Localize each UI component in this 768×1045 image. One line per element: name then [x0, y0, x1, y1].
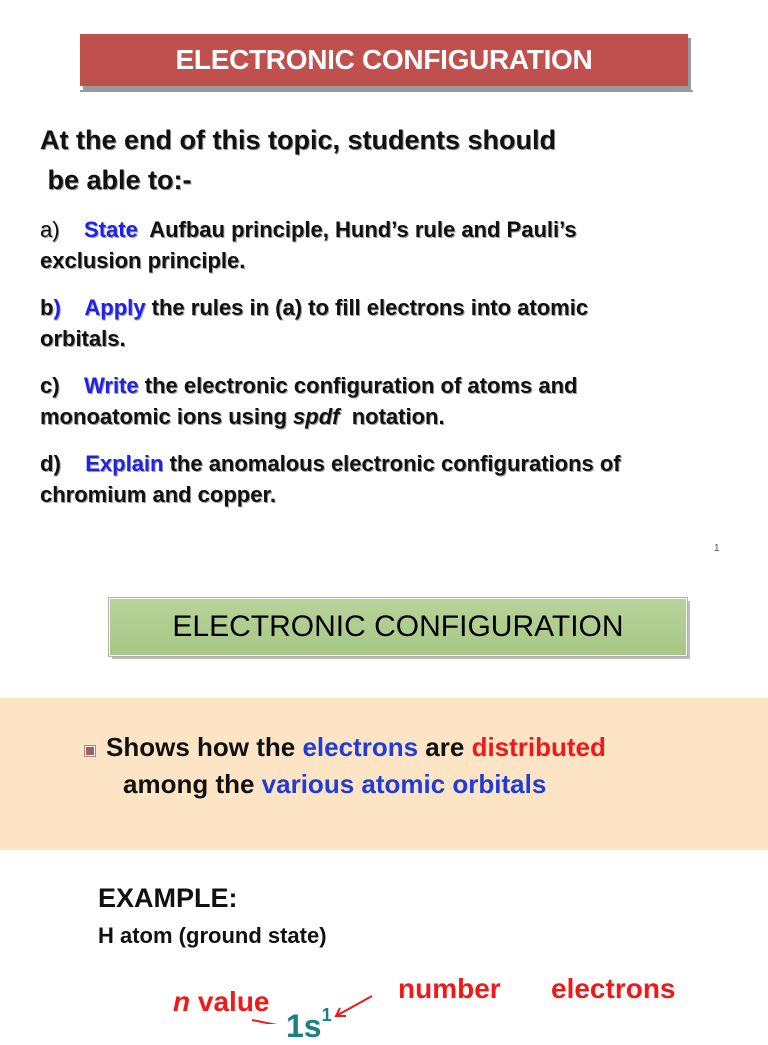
- slide1-title: ELECTRONIC CONFIGURATION: [80, 34, 688, 86]
- objective-text-cont: monoatomic ions using: [40, 404, 294, 429]
- objective-text-cont: orbitals.: [40, 326, 126, 351]
- objective-b: [40, 292, 730, 354]
- def-distributed: distributed: [471, 732, 606, 762]
- arrow-head-superscript: [336, 1008, 346, 1016]
- objective-verb: State: [84, 217, 138, 242]
- objective-verb: Explain: [85, 451, 164, 476]
- objective-text-cont: exclusion principle.: [40, 248, 246, 273]
- config-main: 1s: [286, 1008, 322, 1044]
- electrons-label: electrons: [551, 973, 676, 1004]
- number-label: number: [398, 973, 501, 1004]
- objective-text: the rules in (a) to fill electrons into atomic: [145, 295, 589, 320]
- objective-letter: c): [40, 373, 60, 398]
- title-underline: [80, 90, 693, 92]
- n-value-label: [173, 986, 270, 1018]
- objective-a: [40, 214, 730, 276]
- objective-letter-paren: ): [53, 295, 61, 320]
- objective-letter: d): [40, 451, 61, 476]
- objective-text-cont: chromium and copper.: [40, 482, 276, 507]
- n-value-text: value: [190, 986, 270, 1017]
- objective-verb: Write: [84, 373, 139, 398]
- objective-letter: b: [40, 295, 54, 320]
- intro-text: [40, 120, 556, 200]
- definition-text: [106, 729, 606, 803]
- def-electrons: electrons: [302, 732, 419, 762]
- def-part1: Shows how the: [106, 732, 303, 762]
- arrow-to-superscript: [336, 996, 372, 1016]
- objective-text-end: notation.: [339, 404, 445, 429]
- def-orbitals: various atomic orbitals: [261, 769, 547, 799]
- objective-c: [40, 370, 730, 432]
- objective-letter: a): [40, 217, 60, 242]
- def-part2: are: [418, 732, 472, 762]
- objective-text: the anomalous electronic configurations of: [163, 451, 621, 476]
- def-line2-prefix: among the: [123, 769, 262, 799]
- objective-text: Aufbau principle, Hund’s rule and Pauli’s: [137, 217, 577, 242]
- intro-line-1: At the end of this topic, students should: [40, 125, 556, 155]
- example-subheading: H atom (ground state): [98, 923, 327, 948]
- objective-text: the electronic configuration of atoms and: [138, 373, 578, 398]
- bullet-icon: [85, 746, 95, 756]
- arrow-to-n: [252, 1020, 282, 1024]
- config-superscript: 1: [321, 1005, 332, 1026]
- electron-configuration: [286, 1005, 332, 1045]
- objective-verb: Apply: [84, 295, 146, 320]
- page-number: 1: [714, 543, 720, 554]
- slide2-title: ELECTRONIC CONFIGURATION: [109, 598, 687, 656]
- example-heading: EXAMPLE:: [98, 883, 238, 913]
- n-symbol: n: [173, 986, 191, 1017]
- objective-d: [40, 448, 730, 510]
- intro-line-2: be able to:-: [40, 165, 192, 195]
- spdf-term: spdf: [293, 404, 340, 429]
